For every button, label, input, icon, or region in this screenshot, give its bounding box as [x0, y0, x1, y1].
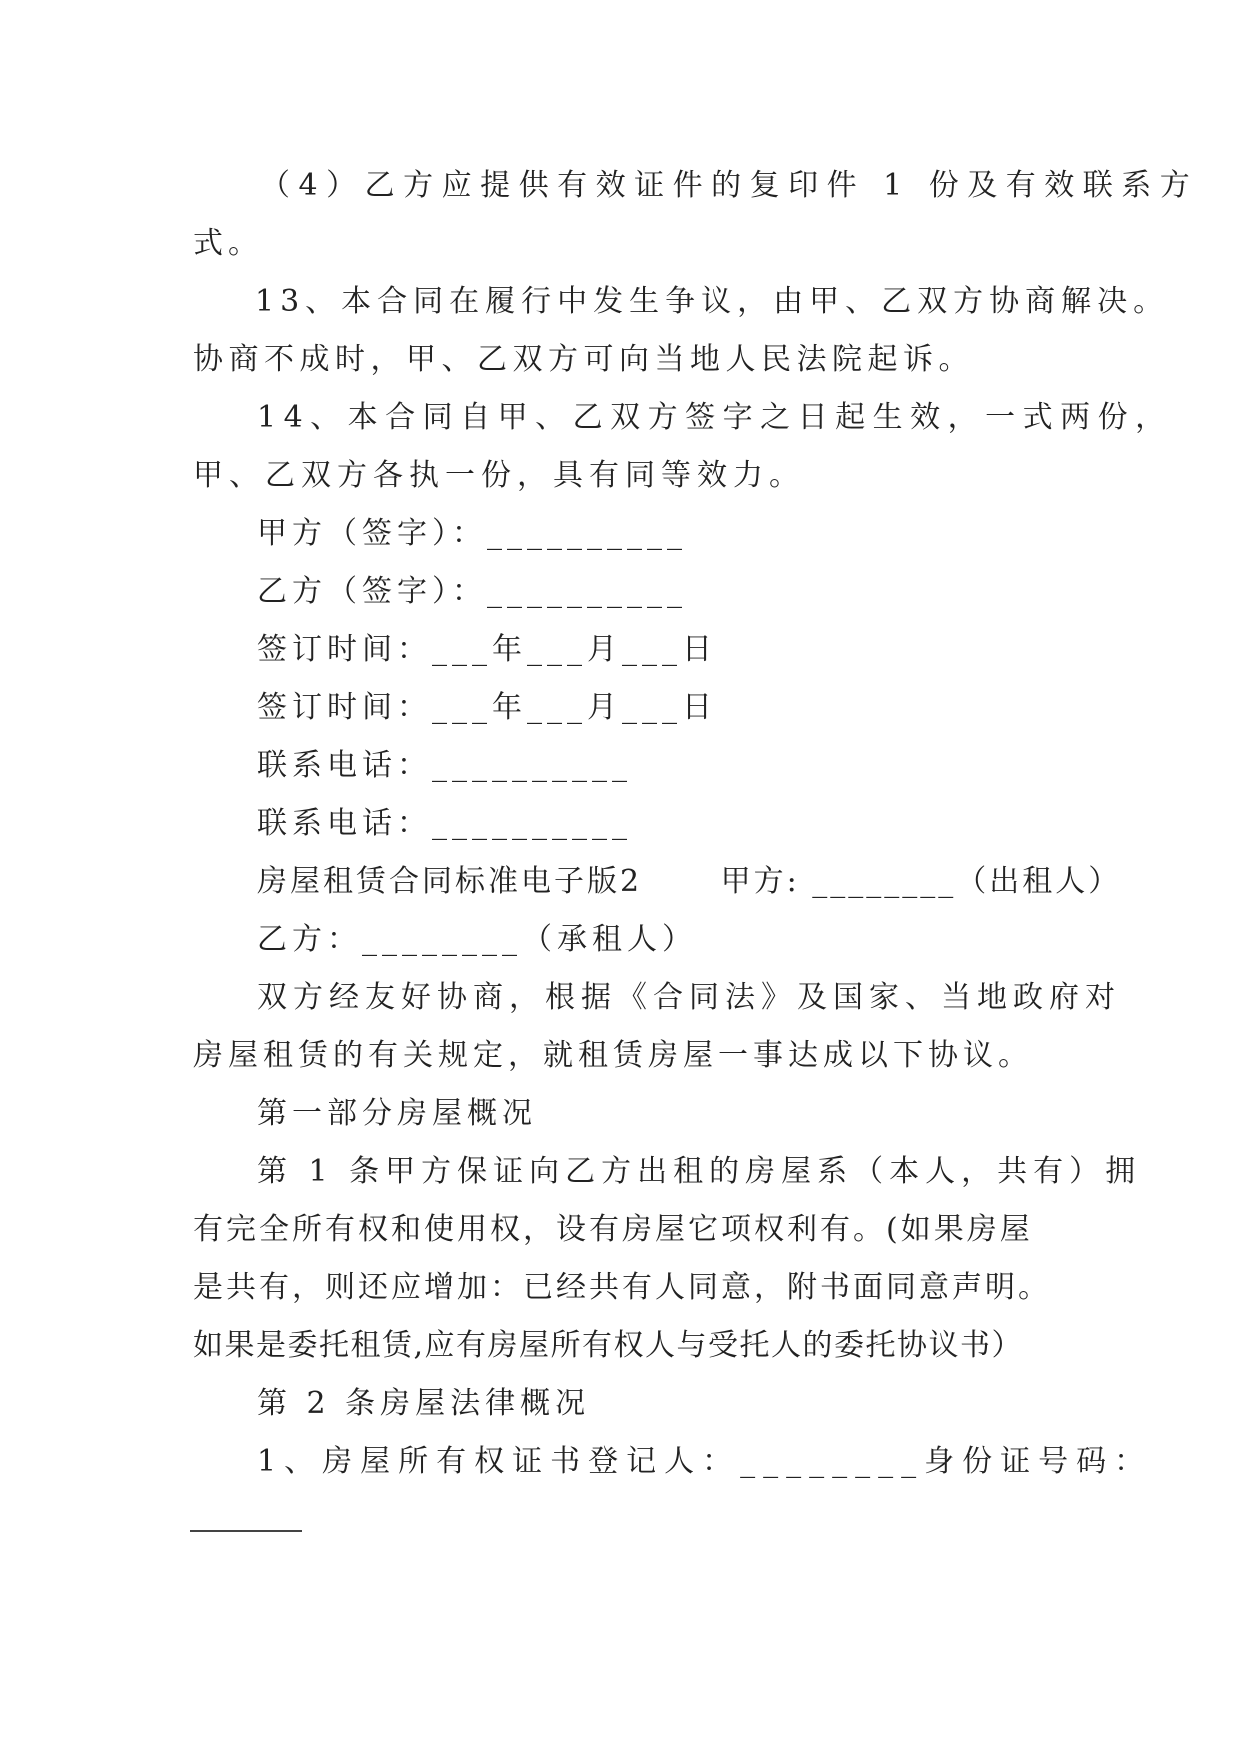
clause-14-cont: 甲、乙双方各执一份，具有同等效力。: [193, 458, 805, 493]
party-a-signature-line: 甲方（签字）：__________: [257, 516, 687, 551]
fill-in-blank-line: [190, 1530, 302, 1532]
clause-12-item-4-cont: 式。: [193, 226, 263, 261]
preamble: 双方经友好协商，根据《合同法》及国家、当地政府对: [257, 980, 1121, 1015]
article-1-cont: 如果是委托租赁,应有房屋所有权人与受托人的委托协议书）: [193, 1328, 1024, 1363]
contract-2-party-b: 乙方：________（承租人）: [257, 922, 697, 957]
preamble-cont: 房屋租赁的有关规定，就租赁房屋一事达成以下协议。: [193, 1038, 1033, 1073]
contact-phone-line: 联系电话：__________: [257, 806, 632, 841]
contract-2-title-party-a: 房屋租赁合同标准电子版2 甲方: ________（出租人）: [257, 864, 1122, 899]
clause-13-cont: 协商不成时，甲、乙双方可向当地人民法院起诉。: [193, 342, 974, 377]
clause-13: 13、本合同在履行中发生争议，由甲、乙双方协商解决。: [255, 284, 1170, 319]
article-1: 第 1 条甲方保证向乙方出租的房屋系（本人，共有）拥: [257, 1154, 1142, 1189]
signing-date-line: 签订时间：___年___月___日: [257, 690, 717, 725]
party-b-signature-line: 乙方（签字）：__________: [257, 574, 687, 609]
clause-12-item-4: （4）乙方应提供有效证件的复印件 1 份及有效联系方: [260, 168, 1199, 203]
section-heading: 第一部分房屋概况: [257, 1096, 537, 1131]
clause-14: 14、本合同自甲、乙双方签字之日起生效，一式两份，: [257, 400, 1173, 435]
article-1-cont: 是共有，则还应增加：已经共有人同意，附书面同意声明。: [193, 1270, 1051, 1305]
contact-phone-line: 联系电话：__________: [257, 748, 632, 783]
article-2-item-1: 1、房屋所有权证书登记人：________身份证号码：: [257, 1444, 1153, 1479]
article-1-cont: 有完全所有权和使用权，设有房屋它项权利有。(如果房屋: [193, 1212, 1033, 1247]
article-2-heading: 第 2 条房屋法律概况: [257, 1386, 591, 1421]
signing-date-line: 签订时间：___年___月___日: [257, 632, 717, 667]
